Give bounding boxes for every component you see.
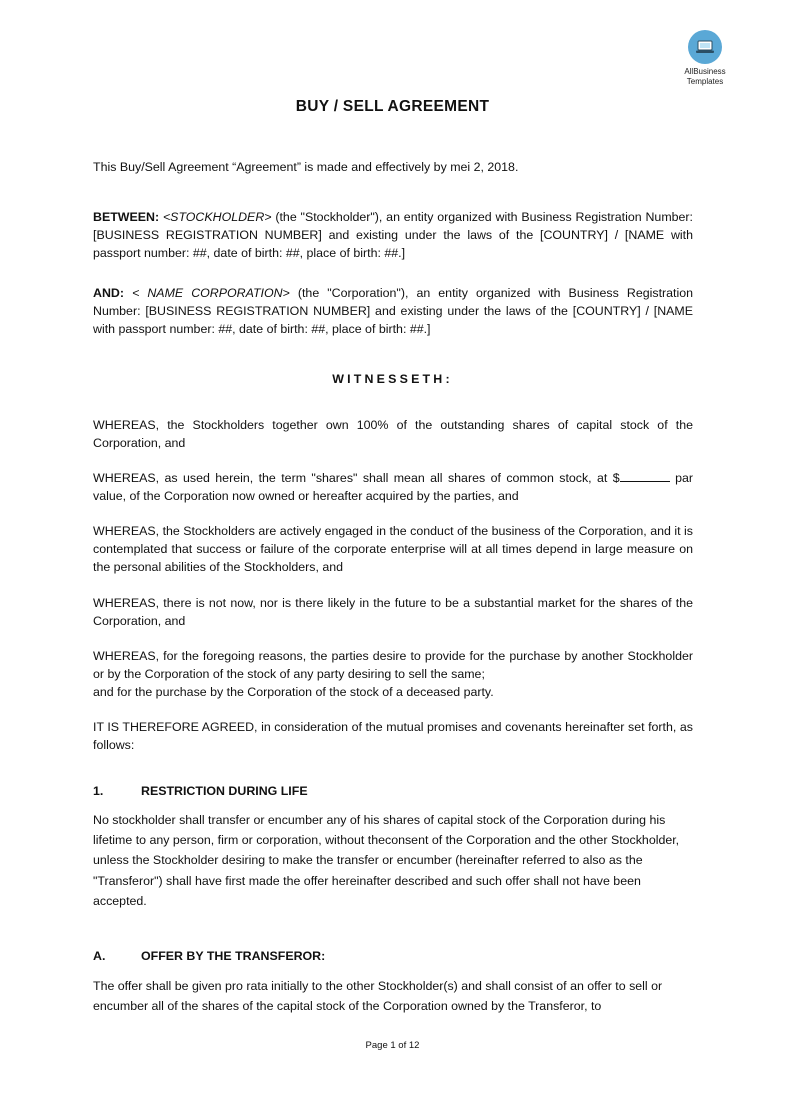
logo-line-1: AllBusiness — [684, 67, 726, 76]
section-1-title: RESTRICTION DURING LIFE — [141, 784, 308, 798]
whereas5-part2: and for the purchase by the Corporation of the stock of a deceased party. — [93, 685, 494, 700]
whereas-paragraph-5 — [93, 647, 693, 702]
whereas-paragraph-1: WHEREAS, the Stockholders together own 100% of the outstanding shares of capital stock of the Corporation, and — [93, 418, 693, 451]
section-1-body: No stockholder shall transfer or encumber any of his shares of capital stock of the Corporation during his lifetime to any person, firm or corporation, without theconsent of the Corporation and the other Stockholder, unless the Stockholder desiring to make the transfer or encumber (hereinafter referred to also as the "Transferor") shall have first made the offer hereinafter described and such offer shall not have been accepted. — [93, 813, 680, 908]
intro-paragraph: This Buy/Sell Agreement “Agreement” is made and effectively by mei 2, 2018. — [93, 160, 519, 174]
document-title: BUY / SELL AGREEMENT — [295, 98, 490, 115]
section-a-title: OFFER BY THE TRANSFEROR: — [141, 949, 326, 963]
agreed-paragraph: IT IS THEREFORE AGREED, in consideration of the mutual promises and covenants hereinafter set forth, as follows: — [93, 720, 693, 753]
between-label: BETWEEN: — [93, 210, 160, 224]
whereas2-part1: WHEREAS, as used herein, the term "shares" shall mean all shares of common stock, at $ — [93, 471, 620, 485]
par-value-blank — [620, 470, 670, 482]
logo-text — [670, 67, 740, 87]
section-a-heading — [93, 949, 325, 963]
between-paragraph — [93, 208, 693, 263]
laptop-icon — [688, 30, 722, 64]
whereas2-part2: par value, of the Corporation now owned or hereafter acquired by the parties, and — [93, 471, 693, 504]
whereas-paragraph-4: WHEREAS, there is not now, nor is there likely in the future to be a substantial market for the shares of the Corporation, and — [93, 596, 693, 629]
witnesseth-heading: WITNESSETH: — [332, 372, 453, 386]
page-number: Page 1 of 12 — [365, 1040, 420, 1051]
section-a-number: A. — [93, 949, 106, 963]
between-text: (the "Stockholder"), an entity organized with Business Registration Number: [BUSINESS REGISTRATION NUMBER] and existing under the laws of the [COUNTRY] / [NAME with passport number: ##, date of birth: ##, place of birth: ##.] — [93, 210, 693, 261]
whereas-paragraph-2 — [93, 469, 693, 505]
whereas5-part1: WHEREAS, for the foregoing reasons, the parties desire to provide for the purchase by another Stockholder or by the Corporation of the stock of any party desiring to sell the same; — [93, 649, 693, 682]
allbusiness-logo — [670, 30, 740, 87]
between-party: <STOCKHOLDER> — [162, 210, 272, 224]
section-1-heading — [93, 784, 308, 798]
section-1-number: 1. — [93, 784, 104, 798]
and-label: AND: — [93, 286, 124, 300]
section-a-body: The offer shall be given pro rata initially to the other Stockholder(s) and shall consist of an offer to sell or encumber all of the shares of the capital stock of the Corporation owned by the Transferor, to — [93, 979, 663, 1014]
logo-line-2: Templates — [686, 77, 724, 86]
whereas-paragraph-3: WHEREAS, the Stockholders are actively engaged in the conduct of the business of the Corporation, and it is contemplated that success or failure of the corporate enterprise will at all times depend in large measure on the personal abilities of the Stockholders, and — [93, 524, 693, 575]
and-text: (the "Corporation"), an entity organized with Business Registration Number: [BUSINESS REGISTRATION NUMBER] and existing under the laws of the [COUNTRY] / [NAME with passport number: ##, date of birth: ##, place of birth: ##.] — [93, 286, 694, 337]
and-paragraph — [93, 284, 693, 339]
and-party: < NAME CORPORATION> — [132, 286, 290, 300]
